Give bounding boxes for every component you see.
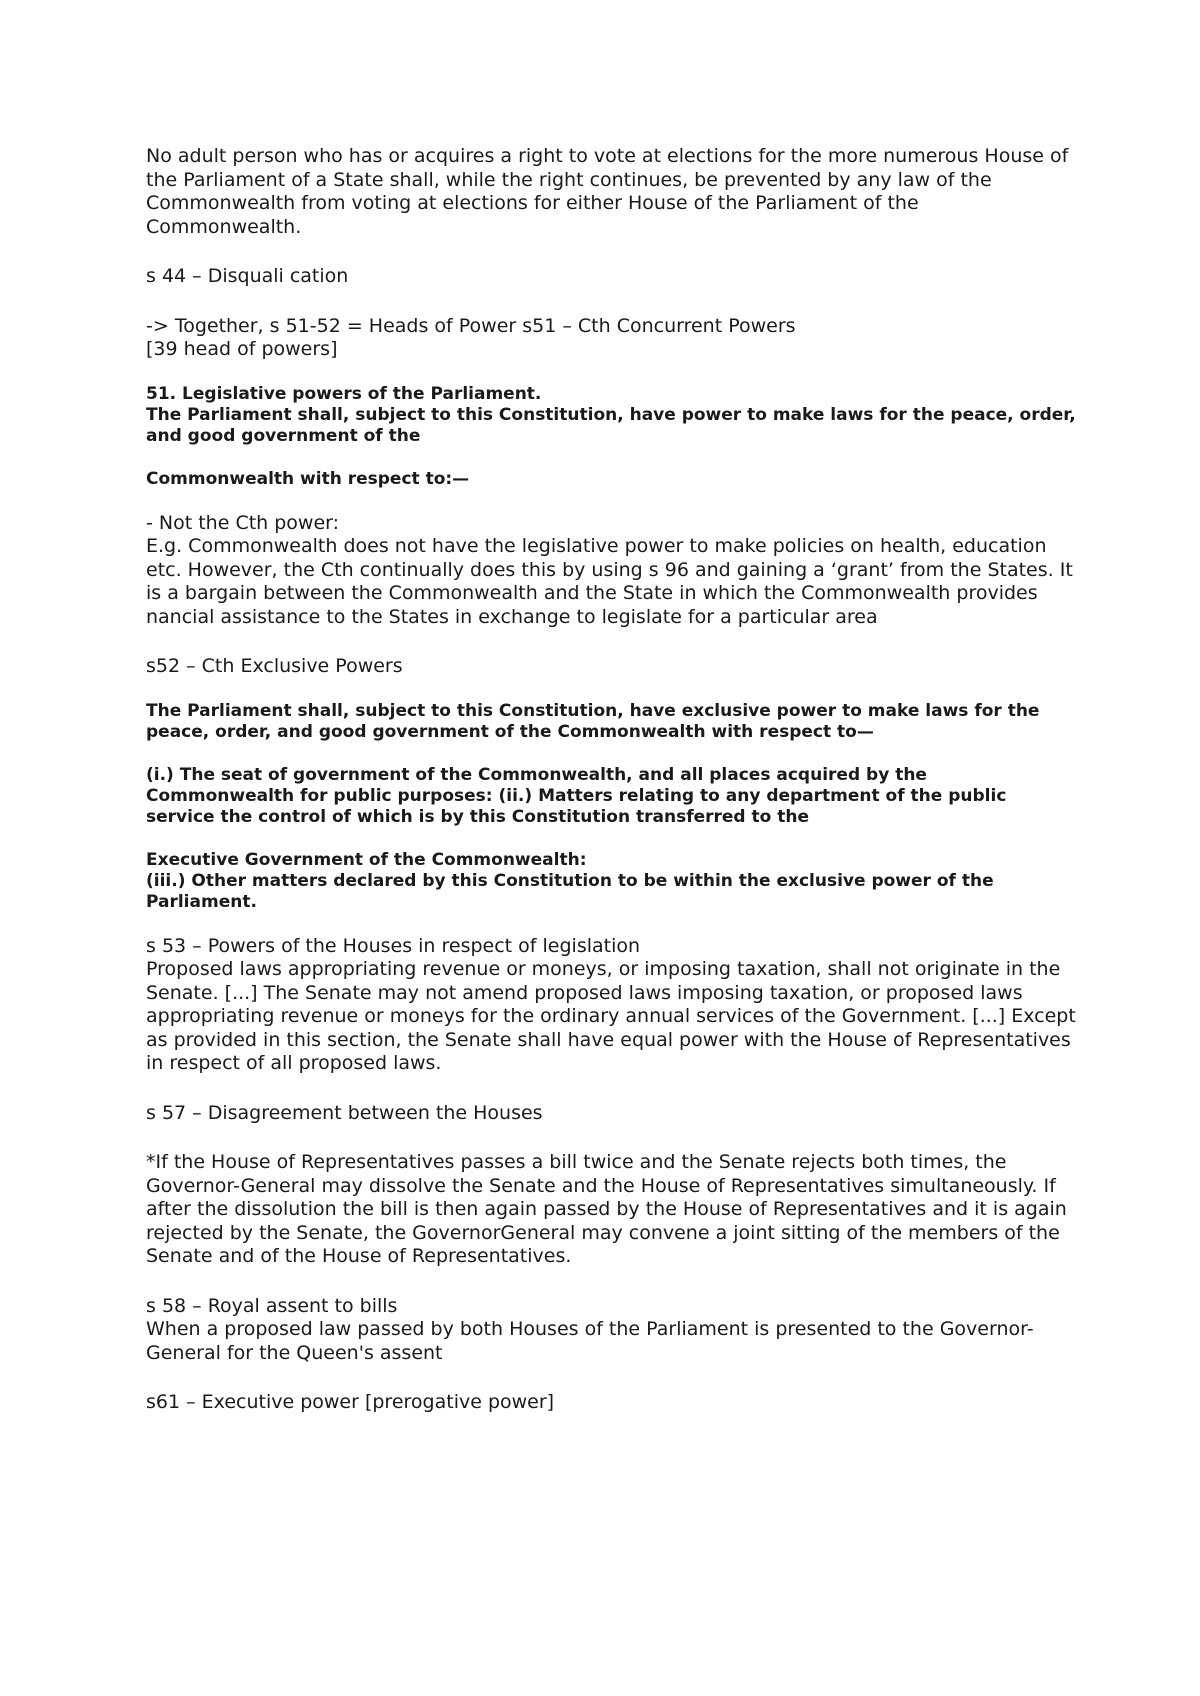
paragraph-s52-exec: Executive Government of the Commonwealth: bbox=[146, 849, 587, 870]
paragraph-example: E.g. Commonwealth does not have the legislative power to make policies on health, education etc. However, the Cth continually does this by using s 96 and gaining a ‘grant’ from the States. It is a bargain between the Commonwealth and the State in which the Commonwealth provides nancial assistance to the States in exchange to legislate for a particular area bbox=[146, 535, 1073, 628]
paragraph-s51-cont: Commonwealth with respect to:— bbox=[146, 468, 470, 489]
heading-s61: s61 – Executive power [prerogative power] bbox=[146, 1391, 555, 1413]
heading-s57: s 57 – Disagreement between the Houses bbox=[146, 1101, 543, 1124]
paragraph-s52-items: (i.) The seat of government of the Commonwealth, and all places acquired by the Commonwealth for public purposes: (ii.) Matters relating to any department of the public service the control of which is by this Constitution transferred to the bbox=[146, 764, 1007, 827]
paragraph-s52-body: The Parliament shall, subject to this Constitution, have exclusive power to make laws for the peace, order, and good government of the Commonwealth with respect to— bbox=[146, 700, 1040, 742]
paragraph-heads-of-powers: [39 head of powers] bbox=[146, 338, 338, 360]
paragraph-s57-body: *If the House of Representatives passes a bill twice and the Senate rejects both times, the Governor-General may dissolve the Senate and the House of Representatives simultaneously. If after the dissolution the bill is then again passed by the House of Representatives and it is again rejected by the Senate, the GovernorGeneral may convene a joint sitting of the members of the Senate and of the House of Representatives. bbox=[146, 1151, 1067, 1267]
paragraph-voting-rights: No adult person who has or acquires a right to vote at elections for the more numerous House of the Parliament of a State shall, while the right continues, be prevented by any law of the Commonwealth from voting at elections for either House of the Parliament of the Commonwealth. bbox=[146, 145, 1069, 238]
paragraph-s51-body: The Parliament shall, subject to this Constitution, have power to make laws for the peace, order, and good government of the bbox=[146, 404, 1076, 446]
paragraph-s52-iii: (iii.) Other matters declared by this Constitution to be within the exclusive power of the Parliament. bbox=[146, 870, 994, 912]
paragraph-together: -> Together, s 51-52 = Heads of Power s51 – Cth Concurrent Powers bbox=[146, 314, 796, 337]
paragraph-s58-body: When a proposed law passed by both Houses of the Parliament is presented to the Governor- General for the Queen's assent bbox=[146, 1318, 1034, 1364]
paragraph-s53-body: Proposed laws appropriating revenue or moneys, or imposing taxation, shall not originate in the Senate. [...] The Senate may not amend proposed laws imposing taxation, or proposed laws appropriating revenue or moneys for the ordinary annual services of the Government. [...] Except as provided in this section, the Senate shall have equal power with the House of Representatives in respect of all proposed laws. bbox=[146, 958, 1076, 1074]
document-page bbox=[146, 145, 1076, 1415]
heading-s44: s 44 – Disquali cation bbox=[146, 265, 349, 287]
paragraph-not-cth: - Not the Cth power: bbox=[146, 511, 340, 534]
heading-s58: s 58 – Royal assent to bills bbox=[146, 1294, 398, 1317]
heading-s52: s52 – Cth Exclusive Powers bbox=[146, 655, 403, 677]
heading-s53: s 53 – Powers of the Houses in respect of legislation bbox=[146, 934, 641, 957]
heading-s51: 51. Legislative powers of the Parliament. bbox=[146, 383, 542, 404]
